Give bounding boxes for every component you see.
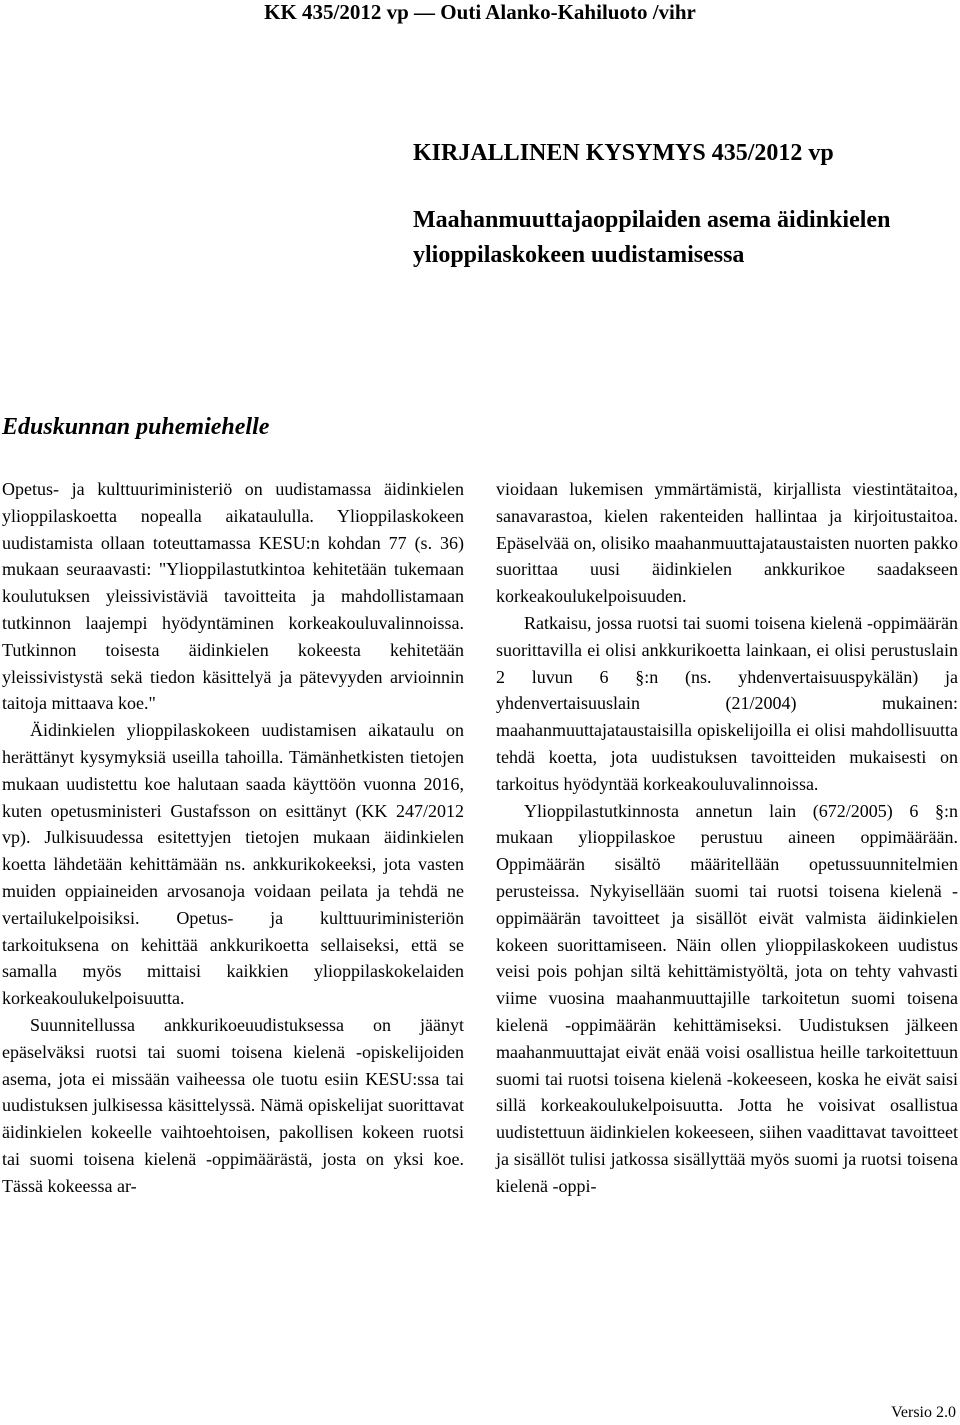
document-type: KIRJALLINEN KYSYMYS 435/2012 vp (413, 140, 834, 166)
paragraph: Ratkaisu, jossa ruotsi tai suomi toisena kielenä -oppimäärän suorittavilla ei olisi ankkurikoetta lainkaan, ei olisi perustuslain 2 luvun 6 §:n (ns. yhdenvertaisuuspykälän) ja yhdenvertaisuuslain (21/2004) mukainen: maahanmuuttajataustaisilla opiskelijoilla ei olisi mahdollisuutta tehdä koetta, jota uudistuksen tavoitteiden mukaisesti on tarkoitus hyödyntää korkeakouluvalinnoissa. (496, 612, 958, 794)
paragraph: Opetus- ja kulttuuriministeriö on uudistamassa äidinkielen ylioppilaskoetta nopealla aikataululla. Ylioppilaskokeen uudistamista ollaan toteuttamassa KESU:n kohdan 77 (s. 36) mukaan seuraavasti: "Ylioppilastutkintoa kehitetään tukemaan koulutuksen yleissivistäviä tavoitteita ja mahdollistamaan tutkinnon laajempi hyödyntäminen korkeakouluvalinnoissa. Tutkinnon toisesta äidinkielen kokeesta kehitetään yleissivistystä sekä tiedon käsittelyä ja pätevyyden arvioinnin taitoja mittaava koe." (2, 479, 464, 714)
page-header: KK 435/2012 vp — Outi Alanko-Kahiluoto /vihr (264, 0, 696, 24)
document-title-line-2: ylioppilaskokeen uudistamisessa (413, 242, 745, 268)
version-label: Versio 2.0 (891, 1404, 956, 1421)
document-title (413, 203, 890, 273)
left-column (2, 476, 464, 1200)
paragraph: Ylioppilastutkinnosta annetun lain (672/2005) 6 §:n mukaan ylioppilaskoe perustuu aineen oppimäärään. Oppimäärän sisältö määritellään opetussuunnitelmien perusteissa. Nykyisellään suomi tai ruotsi toisena kielenä -oppimäärän tavoitteet ja sisällöt eivät valmista äidinkielen kokeen suorittamiseen. Näin ollen ylioppilaskokeen uudistus veisi pois pohjan siltä kehittämistyöltä, jota on tehty vahvasti viime vuosina maahanmuuttajille tarkoitetun suomi toisena kielenä -oppimäärän kehittämiseksi. Uudistuksen jälkeen maahanmuuttajat eivät enää voisi osallistua heille tarkoitettuun suomi tai ruotsi toisena kielenä -kokeeseen, koska he eivät saisi sillä korkeakoulukelpoisuutta. Jotta he voisivat osallistua uudistettuun äidinkielen kokeeseen, siihen vaadittavat tavoitteet ja sisällöt tulisi jatkossa sisällyttää myös suomi ja ruotsi toisena kielenä -oppi- (496, 800, 958, 1196)
document-title-line-1: Maahanmuuttajaoppilaiden asema äidinkielen (413, 207, 891, 233)
salutation: Eduskunnan puhemiehelle (2, 414, 270, 440)
paragraph: Suunnitellussa ankkurikoeuudistuksessa on jäänyt epäselväksi ruotsi tai suomi toisena kielenä -opiskelijoiden asema, jota ei missään vaiheessa ole tuotu esiin KESU:ssa tai uudistuksen julkisessa käsittelyssä. Nämä opiskelijat suorittavat äidinkielen kokeelle vaihtoehtoisen, pakollisen kokeen ruotsi tai suomi toisena kielenä -oppimäärästä, josta on yksi koe. Tässä kokeessa ar- (2, 1014, 464, 1196)
paragraph: vioidaan lukemisen ymmärtämistä, kirjallista viestintätaitoa, sanavarastoa, kielen rakenteiden hallintaa ja kirjoitustaitoa. Epäselvää on, olisiko maahanmuuttajataustaisten nuorten pakko suorittaa uusi äidinkielen ankkurikoe saadakseen korkeakoulukelpoisuuden. (496, 479, 958, 607)
right-column (496, 476, 958, 1200)
paragraph: Äidinkielen ylioppilaskokeen uudistamisen aikataulu on herättänyt kysymyksiä useilla tahoilla. Tämänhetkisten tietojen mukaan uudistettu koe halutaan saada käyttöön vuonna 2016, kuten opetusministeri Gustafsson on esittänyt (KK 247/2012 vp). Julkisuudessa esitettyjen tietojen mukaan äidinkielen koetta lähdetään kehittämään ns. ankkurikokeeksi, jota vasten muiden oppiaineiden arvosanoja voidaan peilata ja tehdä ne vertailukelpoisiksi. Opetus- ja kulttuuriministeriön tarkoituksena on kehittää ankkurikoetta sellaiseksi, että se samalla myös mittaisi kaikkien ylioppilaskokelaiden korkeakoulukelpoisuutta. (2, 720, 464, 1009)
